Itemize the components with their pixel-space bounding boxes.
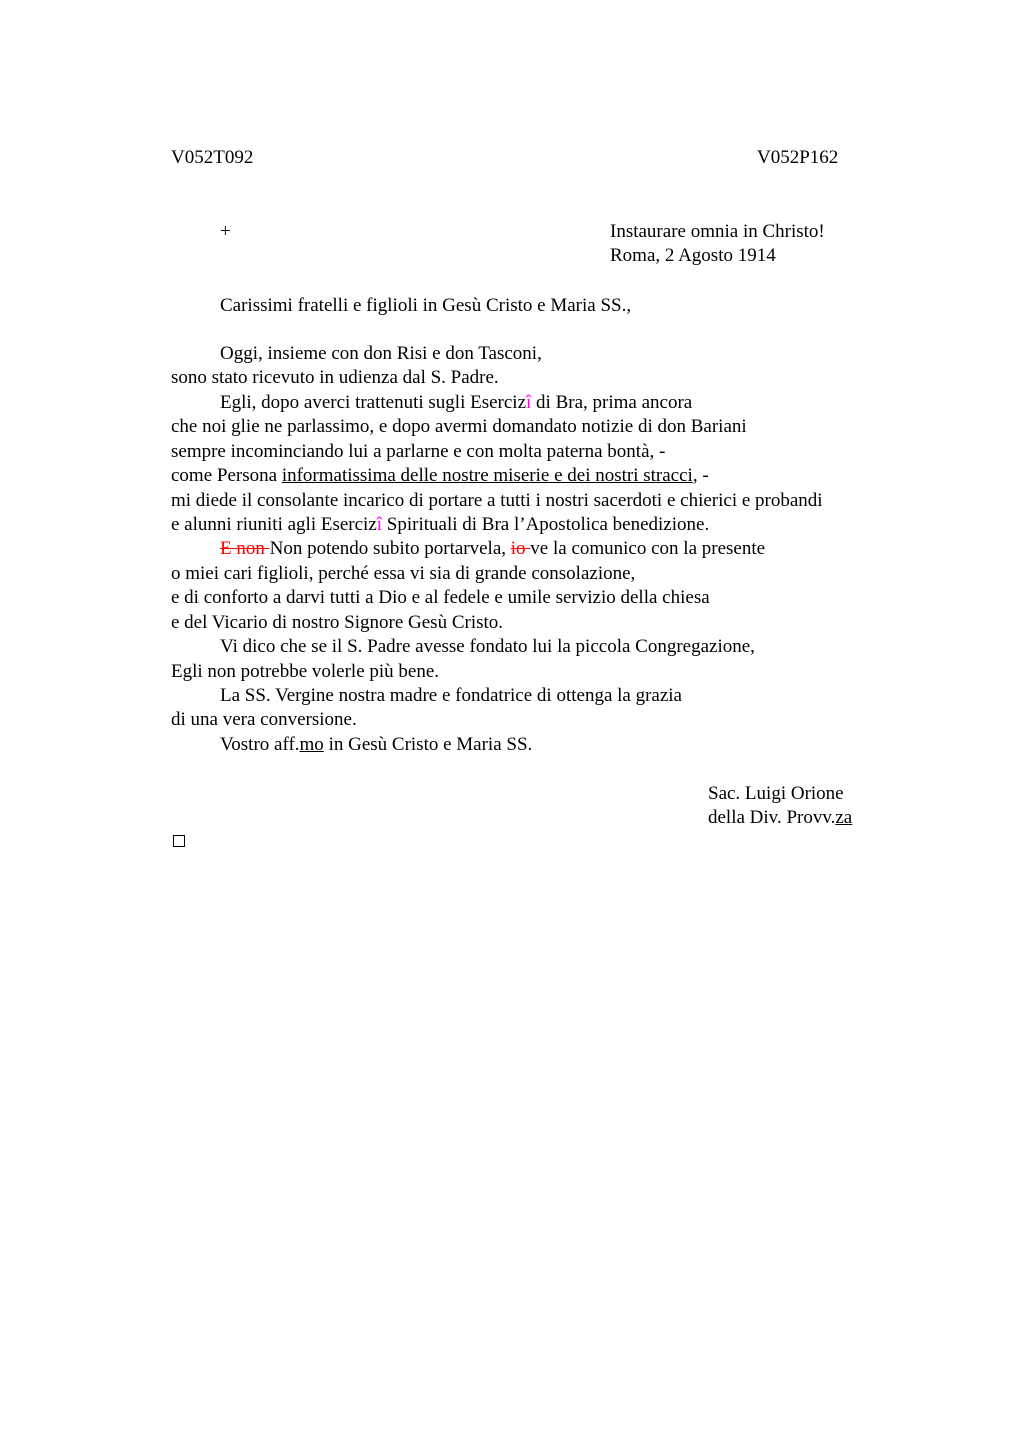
deleted-text: io [510, 538, 531, 559]
body-line: La SS. Vergine nostra madre e fondatrice di ottenga la grazia [220, 685, 682, 706]
text-run: ve la comunico con la presente [530, 538, 766, 559]
text-run: in Gesù Cristo e Maria SS. [323, 734, 533, 755]
deleted-text: E non [220, 538, 270, 559]
text-run: Spirituali di Bra l’Apostolica benedizione. [382, 514, 710, 535]
body-line: o miei cari figlioli, perché essa vi sia di grande consolazione, [171, 563, 636, 584]
body-line [171, 464, 709, 488]
cross-symbol: + [220, 221, 231, 242]
document-code-right: V052P162 [757, 147, 839, 168]
text-run: di Bra, prima ancora [531, 392, 693, 413]
text-run: e alunni riuniti agli Eserciz [171, 514, 377, 535]
document-code-left: V052T092 [171, 147, 254, 168]
end-marker-icon [173, 835, 185, 847]
underlined-text: informatissima delle nostre miserie e dei nostri stracci [281, 465, 693, 486]
closing-line [220, 733, 532, 757]
body-line: sempre incominciando lui a parlarne e con molta paterna bontà, - [171, 441, 666, 462]
signature-title [708, 806, 852, 830]
text-run: della Div. Provv. [708, 807, 836, 828]
body-line: e del Vicario di nostro Signore Gesù Cristo. [171, 612, 504, 633]
motto: Instaurare omnia in Christo! [610, 221, 825, 242]
body-line: mi diede il consolante incarico di portare a tutti i nostri sacerdoti e chierici e probandi [171, 490, 823, 511]
body-line: Vi dico che se il S. Padre avesse fondato lui la piccola Congregazione, [220, 636, 755, 657]
editorial-mark: î [376, 514, 383, 535]
body-line [220, 537, 765, 561]
text-run: Vostro aff. [220, 734, 300, 755]
editorial-mark: î [526, 392, 532, 413]
body-line: che noi glie ne parlassimo, e dopo avermi domandato notizie di don Bariani [171, 416, 747, 437]
salutation: Carissimi fratelli e figlioli in Gesù Cristo e Maria SS., [220, 295, 632, 316]
body-line: sono stato ricevuto in udienza dal S. Padre. [171, 367, 499, 388]
text-run: Egli, dopo averci trattenuti sugli Eserciz [220, 392, 527, 413]
body-line: Egli non potrebbe volerle più bene. [171, 661, 440, 682]
text-run: come Persona [171, 465, 282, 486]
body-line [171, 513, 709, 537]
text-run: Non potendo subito portarvela, [269, 538, 511, 559]
underlined-text: za [835, 807, 853, 828]
underlined-text: mo [299, 734, 324, 755]
body-line [220, 391, 692, 415]
body-line: di una vera conversione. [171, 709, 357, 730]
place-date: Roma, 2 Agosto 1914 [610, 245, 776, 266]
signature-name: Sac. Luigi Orione [708, 783, 844, 804]
body-line: e di conforto a darvi tutti a Dio e al fedele e umile servizio della chiesa [171, 587, 710, 608]
body-line: Oggi, insieme con don Risi e don Tasconi, [220, 343, 542, 364]
text-run: , - [692, 465, 709, 486]
